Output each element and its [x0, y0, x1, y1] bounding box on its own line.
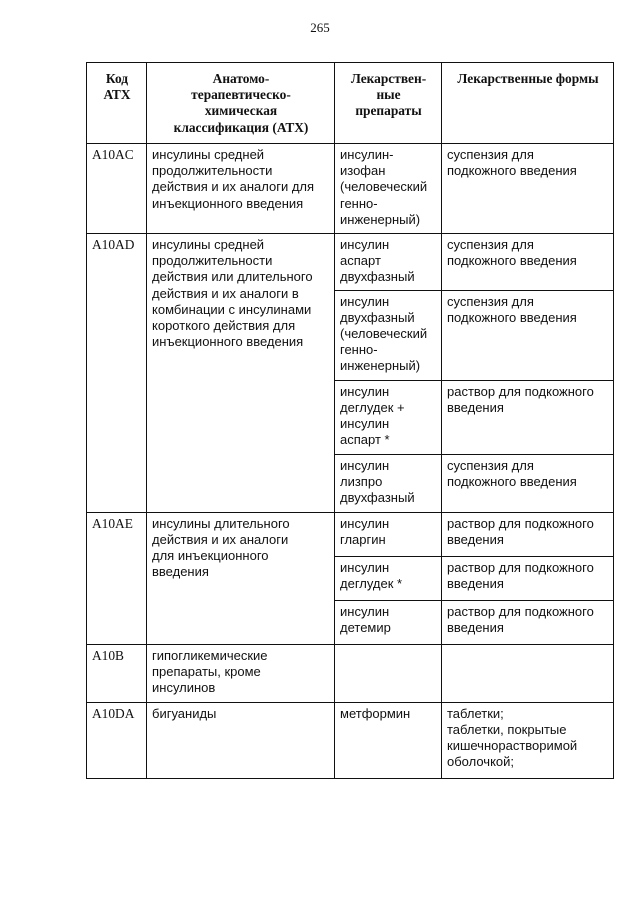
drug-cell: инсулин лизпро двухфазный [335, 454, 442, 512]
header-code: Код АТХ [87, 63, 147, 144]
table-row [87, 644, 614, 702]
atx-code: A10B [87, 644, 147, 702]
drug-cell: инсулин двухфазный (человеческий генно- инженерный) [335, 290, 442, 380]
drug-cell: инсулин деглудек + инсулин аспарт * [335, 380, 442, 454]
table-row [87, 144, 614, 234]
atx-table [86, 62, 614, 779]
form-cell: суспензия для подкожного введения [442, 234, 614, 291]
classification-cell: инсулины средней продолжительности действия или длительного действия и их аналоги в комбинации с инсулинами короткого действия для инъекционного введения [147, 234, 335, 513]
drug-cell: инсулин детемир [335, 600, 442, 644]
atx-code: A10AD [87, 234, 147, 513]
form-cell [442, 644, 614, 702]
table-header-row [87, 63, 614, 144]
form-cell: суспензия для подкожного введения [442, 144, 614, 234]
drug-cell [335, 644, 442, 702]
table-row [87, 512, 614, 556]
table-row [87, 702, 614, 778]
page-number: 265 [310, 20, 330, 35]
atx-code: A10AE [87, 512, 147, 644]
classification-cell: гипогликемические препараты, кроме инсулинов [147, 644, 335, 702]
drug-cell: инсулин аспарт двухфазный [335, 234, 442, 291]
classification-cell: инсулины средней продолжительности действия и их аналоги для инъекционного введения [147, 144, 335, 234]
atx-code: A10AC [87, 144, 147, 234]
header-forms: Лекарственные формы [442, 63, 614, 144]
form-cell: суспензия для подкожного введения [442, 290, 614, 380]
form-cell: таблетки; таблетки, покрытые кишечнорастворимой оболочкой; [442, 702, 614, 778]
drug-cell: инсулин гларгин [335, 512, 442, 556]
header-drugs: Лекарствен- ные препараты [335, 63, 442, 144]
header-classification: Анатомо- терапевтическо- химическая классификация (АТХ) [147, 63, 335, 144]
form-cell: раствор для подкожного введения [442, 556, 614, 600]
atx-code: A10DA [87, 702, 147, 778]
classification-cell: инсулины длительного действия и их аналоги для инъекционного введения [147, 512, 335, 644]
form-cell: раствор для подкожного введения [442, 600, 614, 644]
form-cell: суспензия для подкожного введения [442, 454, 614, 512]
table-row [87, 234, 614, 291]
form-cell: раствор для подкожного введения [442, 380, 614, 454]
form-cell: раствор для подкожного введения [442, 512, 614, 556]
drug-cell: метформин [335, 702, 442, 778]
classification-cell: бигуаниды [147, 702, 335, 778]
drug-cell: инсулин деглудек * [335, 556, 442, 600]
drug-cell: инсулин- изофан (человеческий генно- инженерный) [335, 144, 442, 234]
